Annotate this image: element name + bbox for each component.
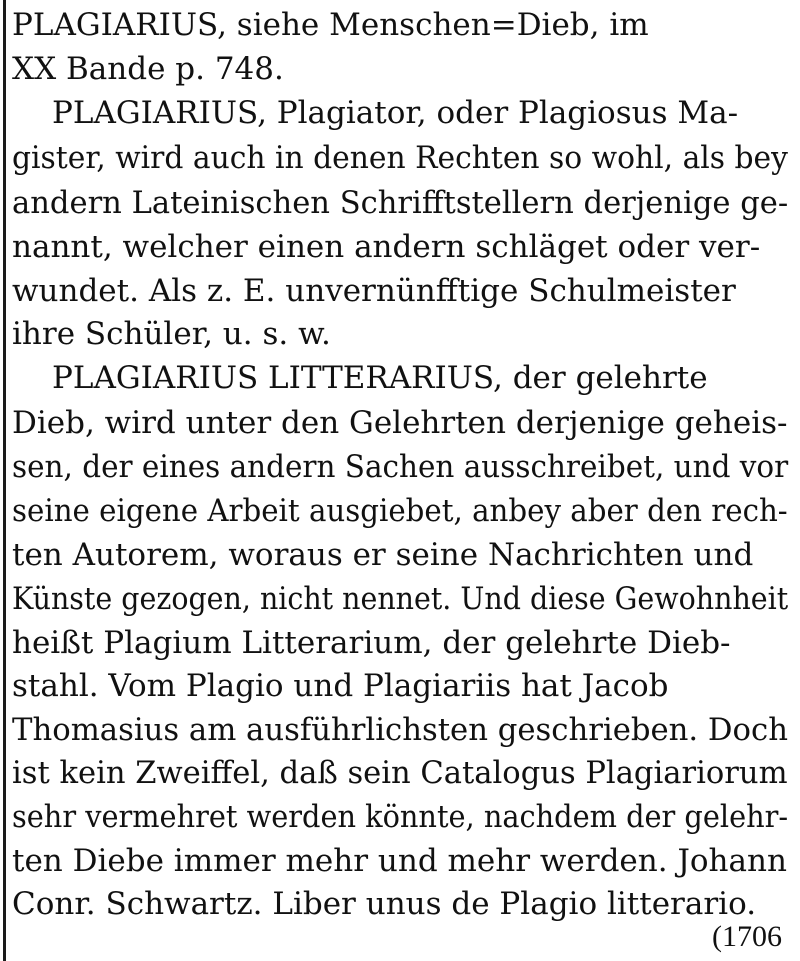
text-line: stahl. Vom Plagio und Plagiariis hat Jacob (12, 668, 669, 704)
text-line: Thomasius am ausführlichsten geschrieben. Doch (12, 712, 788, 748)
text-line: XX Bande p. 748. (12, 51, 284, 87)
text-line: sehr vermehret werden könnte, nachdem der gelehr- (12, 799, 789, 835)
text-line: PLAGIARIUS, Plagiator, oder Plagiosus Ma- (52, 95, 739, 131)
text-line: gister, wird auch in denen Rechten so wohl, als bey (12, 140, 788, 176)
left-column-rule (3, 0, 6, 961)
text-line: nannt, welcher einen andern schläget oder ver- (12, 229, 761, 265)
text-line: ten Diebe immer mehr und mehr werden. Johann (12, 843, 787, 879)
catchword: (1706 (712, 920, 782, 953)
text-line: PLAGIARIUS LITTERARIUS, der gelehrte (52, 360, 708, 396)
text-line: sen, der eines andern Sachen ausschreibet, und vor (12, 449, 789, 485)
text-line: seine eigene Arbeit ausgiebet, anbey aber den rech- (12, 493, 788, 529)
text-line: Künste gezogen, nicht nennet. Und diese Gewohnheit (12, 581, 789, 617)
text-line: wundet. Als z. E. unvernünfftige Schulmeister (12, 273, 736, 309)
text-line: ten Autorem, woraus er seine Nachrichten und (12, 537, 754, 573)
text-line: heißt Plagium Litterarium, der gelehrte Dieb- (12, 625, 731, 661)
text-line: Conr. Schwartz. Liber unus de Plagio litterario. (12, 886, 757, 922)
text-line: ihre Schüler, u. s. w. (12, 316, 331, 352)
text-line: PLAGIARIUS, siehe Menschen=Dieb, im (12, 7, 649, 43)
text-line: Dieb, wird unter den Gelehrten derjenige geheis- (12, 405, 788, 441)
text-line: andern Lateinischen Schrifftstellern derjenige ge- (12, 185, 789, 221)
text-line: ist kein Zweiffel, daß sein Catalogus Plagiariorum (12, 755, 788, 791)
